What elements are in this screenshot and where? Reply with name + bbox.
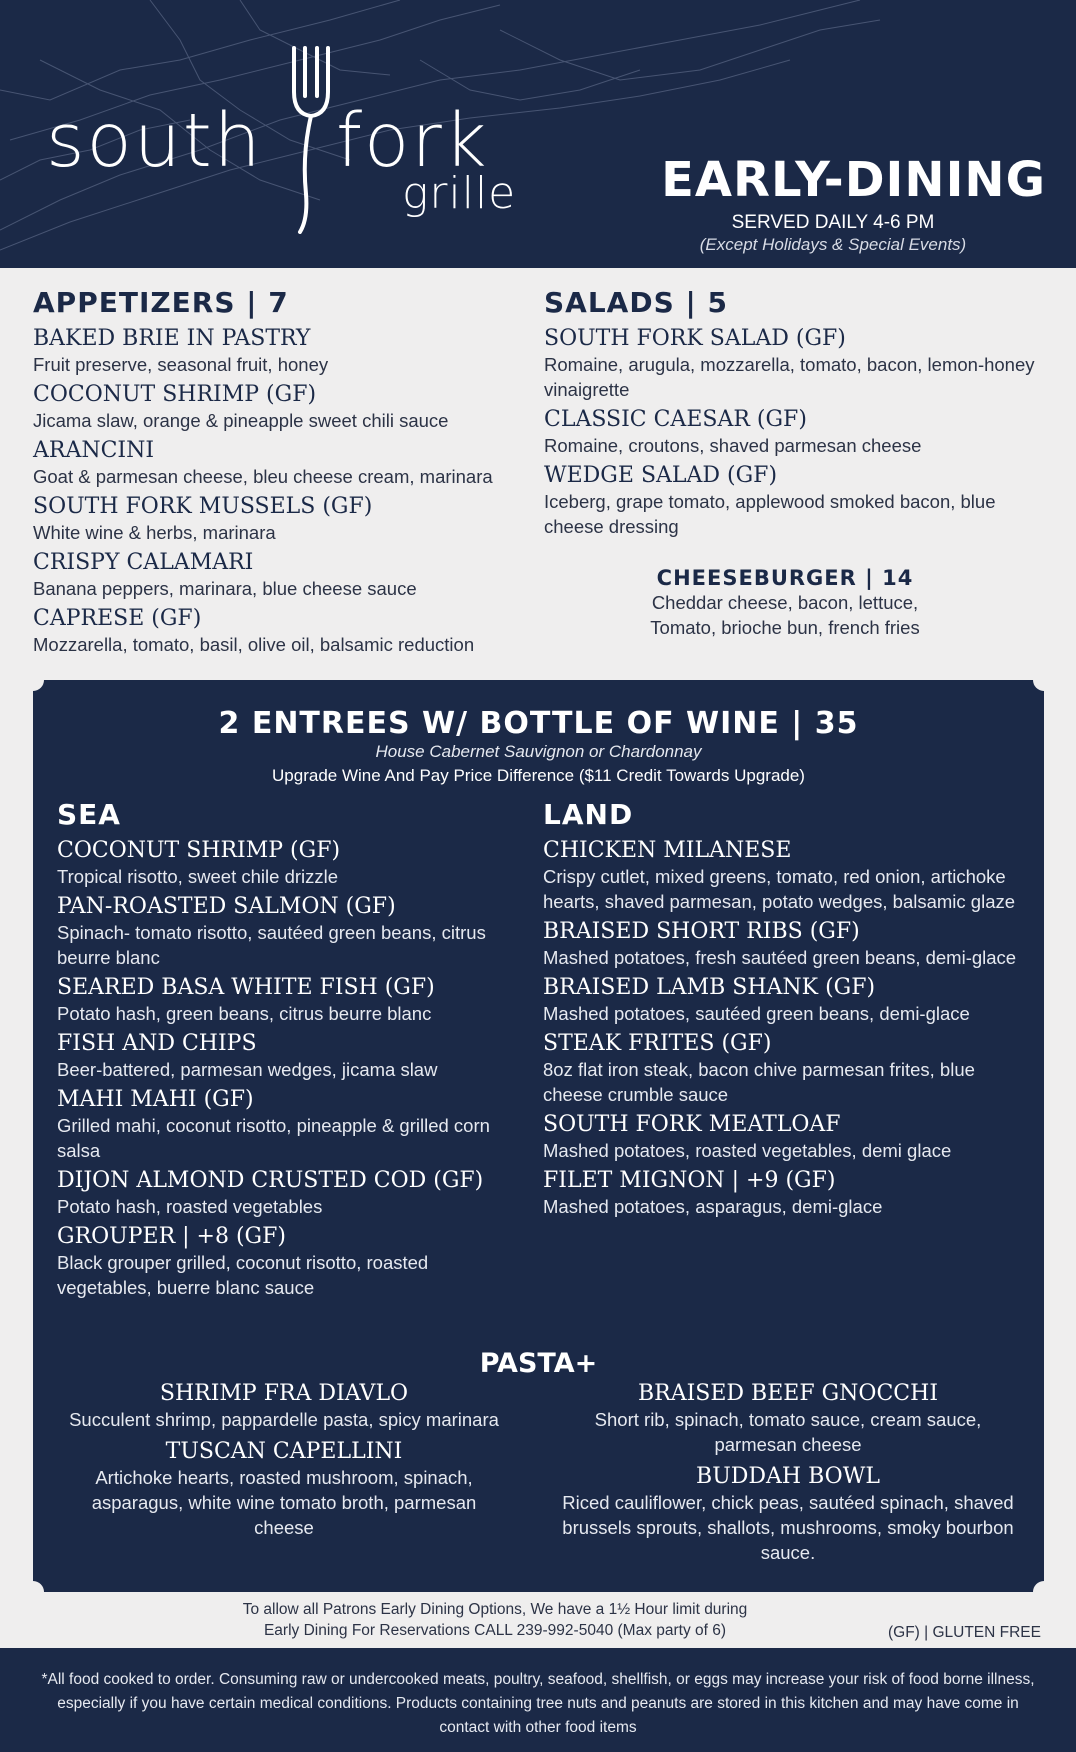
menu-item (543, 837, 1033, 914)
appetizers-title: APPETIZERS | 7 (33, 286, 289, 319)
item-desc: Succulent shrimp, pappardelle pasta, spicy marinara (69, 1409, 499, 1430)
item-desc: Iceberg, grape tomato, applewood smoked bacon, blue cheese dressing (544, 491, 996, 537)
item-desc: Short rib, spinach, tomato sauce, cream sauce, parmesan cheese (594, 1409, 982, 1455)
land-section (543, 798, 1033, 1223)
item-desc: Mashed potatoes, fresh sautéed green beans, demi-glace (543, 947, 1017, 968)
item-desc: Romaine, croutons, shaved parmesan cheese (544, 435, 922, 456)
item-name: SOUTH FORK MUSSELS (GF) (33, 494, 373, 519)
item-name: DIJON ALMOND CRUSTED COD (GF) (57, 1168, 484, 1193)
menu-item (543, 918, 1033, 970)
menu-item (543, 1111, 1033, 1163)
item-desc: Jicama slaw, orange & pineapple sweet chili sauce (33, 410, 449, 431)
menu-item (33, 605, 533, 657)
item-desc: Mozzarella, tomato, basil, olive oil, balsamic reduction (33, 634, 475, 655)
item-desc: Fruit preserve, seasonal fruit, honey (33, 354, 329, 375)
item-name: CRISPY CALAMARI (33, 550, 254, 575)
pasta-title: PASTA+ (479, 1348, 598, 1379)
item-desc: Mashed potatoes, roasted vegetables, demi glace (543, 1140, 952, 1161)
pasta-right-column (553, 1380, 1023, 1571)
logo-grille: grille (402, 168, 517, 219)
menu-item (553, 1380, 1023, 1457)
item-desc: Black grouper grilled, coconut risotto, roasted vegetables, buerre blanc sauce (57, 1252, 429, 1298)
item-desc: Tropical risotto, sweet chile drizzle (57, 866, 339, 887)
logo-south: south (46, 98, 263, 184)
item-name: BRAISED SHORT RIBS (GF) (543, 919, 860, 944)
item-name: SHRIMP FRA DIAVLO (159, 1381, 409, 1406)
item-desc: Mashed potatoes, sautéed green beans, demi-glace (543, 1003, 970, 1024)
item-desc: Mashed potatoes, asparagus, demi-glace (543, 1196, 883, 1217)
menu-item (39, 1438, 529, 1540)
item-name: SOUTH FORK SALAD (GF) (544, 326, 846, 351)
item-desc: Romaine, arugula, mozzarella, tomato, bacon, lemon-honey vinaigrette (544, 354, 1035, 400)
dining-time-note (200, 1599, 790, 1641)
menu-item (57, 837, 527, 889)
footer-disclaimer (0, 1648, 1076, 1752)
item-name: BRAISED LAMB SHANK (GF) (543, 975, 876, 1000)
item-name: BAKED BRIE IN PASTRY (33, 326, 311, 351)
item-desc: Beer-battered, parmesan wedges, jicama slaw (57, 1059, 438, 1080)
pasta-left-column (39, 1380, 529, 1546)
cheeseburger-section (590, 566, 980, 640)
corner-notch (22, 669, 44, 691)
menu-item (543, 1030, 1033, 1107)
salads-section (544, 286, 1044, 543)
item-name: GROUPER | +8 (GF) (57, 1224, 286, 1249)
item-name: SEARED BASA WHITE FISH (GF) (57, 975, 435, 1000)
item-name: BUDDAH BOWL (696, 1464, 880, 1489)
item-name: MAHI MAHI (GF) (57, 1087, 254, 1112)
corner-notch (1033, 1581, 1055, 1603)
entrees-title: 2 ENTREES W/ BOTTLE OF WINE | 35 (218, 706, 859, 741)
item-desc: Potato hash, roasted vegetables (57, 1196, 323, 1217)
item-name: WEDGE SALAD (GF) (544, 463, 778, 488)
item-name: CLASSIC CAESAR (GF) (544, 407, 807, 432)
item-desc: Potato hash, green beans, citrus beurre blanc (57, 1003, 432, 1024)
item-name: CHICKEN MILANESE (543, 838, 792, 863)
item-name: TUSCAN CAPELLINI (165, 1439, 403, 1464)
item-name: COCONUT SHRIMP (GF) (57, 838, 341, 863)
item-desc: 8oz flat iron steak, bacon chive parmesan frites, blue cheese crumble sauce (543, 1059, 975, 1105)
sea-section (57, 798, 527, 1304)
cheeseburger-title: CHEESEBURGER | 14 (656, 566, 914, 590)
item-name: BRAISED BEEF GNOCCHI (637, 1381, 939, 1406)
item-name: FISH AND CHIPS (57, 1031, 257, 1056)
cheeseburger-desc-line2: Tomato, brioche bun, french fries (650, 617, 920, 638)
cheeseburger-desc-line1: Cheddar cheese, bacon, lettuce, (651, 592, 919, 613)
disclaimer-text: *All food cooked to order. Consuming raw or undercooked meats, poultry, seafood, shellfish, or eggs may increase your risk of food borne illness, especially if you have certain medical conditions. Products containing tree nuts and peanuts are stored in this kitchen and may have come in contact with other food items (41, 1671, 1035, 1736)
item-desc: Crispy cutlet, mixed greens, tomato, red onion, artichoke hearts, shaved parmesan, potato wedges, balsamic glaze (543, 866, 1016, 912)
menu-item (543, 1167, 1033, 1219)
served-exceptions: (Except Holidays & Special Events) (699, 235, 967, 254)
logo-fork: fork (336, 98, 489, 184)
gluten-free-legend: (GF) | GLUTEN FREE (887, 1624, 1041, 1641)
menu-item (33, 325, 533, 377)
land-title: LAND (543, 798, 634, 831)
menu-item (57, 974, 527, 1026)
menu-item (57, 1086, 527, 1163)
item-name: COCONUT SHRIMP (GF) (33, 382, 317, 407)
corner-notch (1033, 669, 1055, 691)
page-title: EARLY-DINING (661, 152, 1046, 208)
note-line2: Early Dining For Reservations CALL 239-992-5040 (Max party of 6) (263, 1622, 727, 1639)
menu-item (57, 893, 527, 970)
entrees-upgrade: Upgrade Wine And Pay Price Difference ($11 Credit Towards Upgrade) (272, 766, 805, 785)
menu-item (33, 493, 533, 545)
salads-title: SALADS | 5 (544, 286, 728, 319)
sea-title: SEA (57, 798, 121, 831)
item-name: ARANCINI (33, 438, 155, 463)
menu-item (544, 462, 1044, 539)
menu-item (544, 325, 1044, 402)
item-desc: Spinach- tomato risotto, sautéed green beans, citrus beurre blanc (57, 922, 486, 968)
appetizers-section (33, 286, 533, 661)
header-banner (0, 0, 1076, 268)
menu-item (57, 1167, 527, 1219)
menu-item (33, 437, 533, 489)
corner-notch (22, 1581, 44, 1603)
menu-item (33, 381, 533, 433)
menu-item (543, 974, 1033, 1026)
fork-icon (288, 44, 334, 234)
menu-item (544, 406, 1044, 458)
item-desc: Grilled mahi, coconut risotto, pineapple & grilled corn salsa (57, 1115, 490, 1161)
note-line1: To allow all Patrons Early Dining Options, We have a 1½ Hour limit during (242, 1601, 748, 1618)
menu-item (33, 549, 533, 601)
item-name: FILET MIGNON | +9 (GF) (543, 1168, 836, 1193)
entrees-wine: House Cabernet Sauvignon or Chardonnay (375, 742, 702, 761)
item-name: SOUTH FORK MEATLOAF (543, 1112, 841, 1137)
item-desc: Artichoke hearts, roasted mushroom, spinach, asparagus, white wine tomato broth, parmesan cheese (91, 1467, 477, 1538)
served-hours: SERVED DAILY 4-6 PM (731, 212, 935, 233)
item-name: PAN-ROASTED SALMON (GF) (57, 894, 396, 919)
item-desc: Banana peppers, marinara, blue cheese sauce (33, 578, 417, 599)
menu-item (39, 1380, 529, 1432)
item-name: STEAK FRITES (GF) (543, 1031, 772, 1056)
menu-item (553, 1463, 1023, 1565)
item-desc: Riced cauliflower, chick peas, sautéed spinach, shaved brussels sprouts, shallots, mushrooms, smoky bourbon sauce. (562, 1492, 1014, 1563)
menu-item (57, 1030, 527, 1082)
item-name: CAPRESE (GF) (33, 606, 202, 631)
entrees-panel (33, 680, 1044, 1592)
item-desc: Goat & parmesan cheese, bleu cheese cream, marinara (33, 466, 493, 487)
item-desc: White wine & herbs, marinara (33, 522, 276, 543)
menu-item (57, 1223, 527, 1300)
